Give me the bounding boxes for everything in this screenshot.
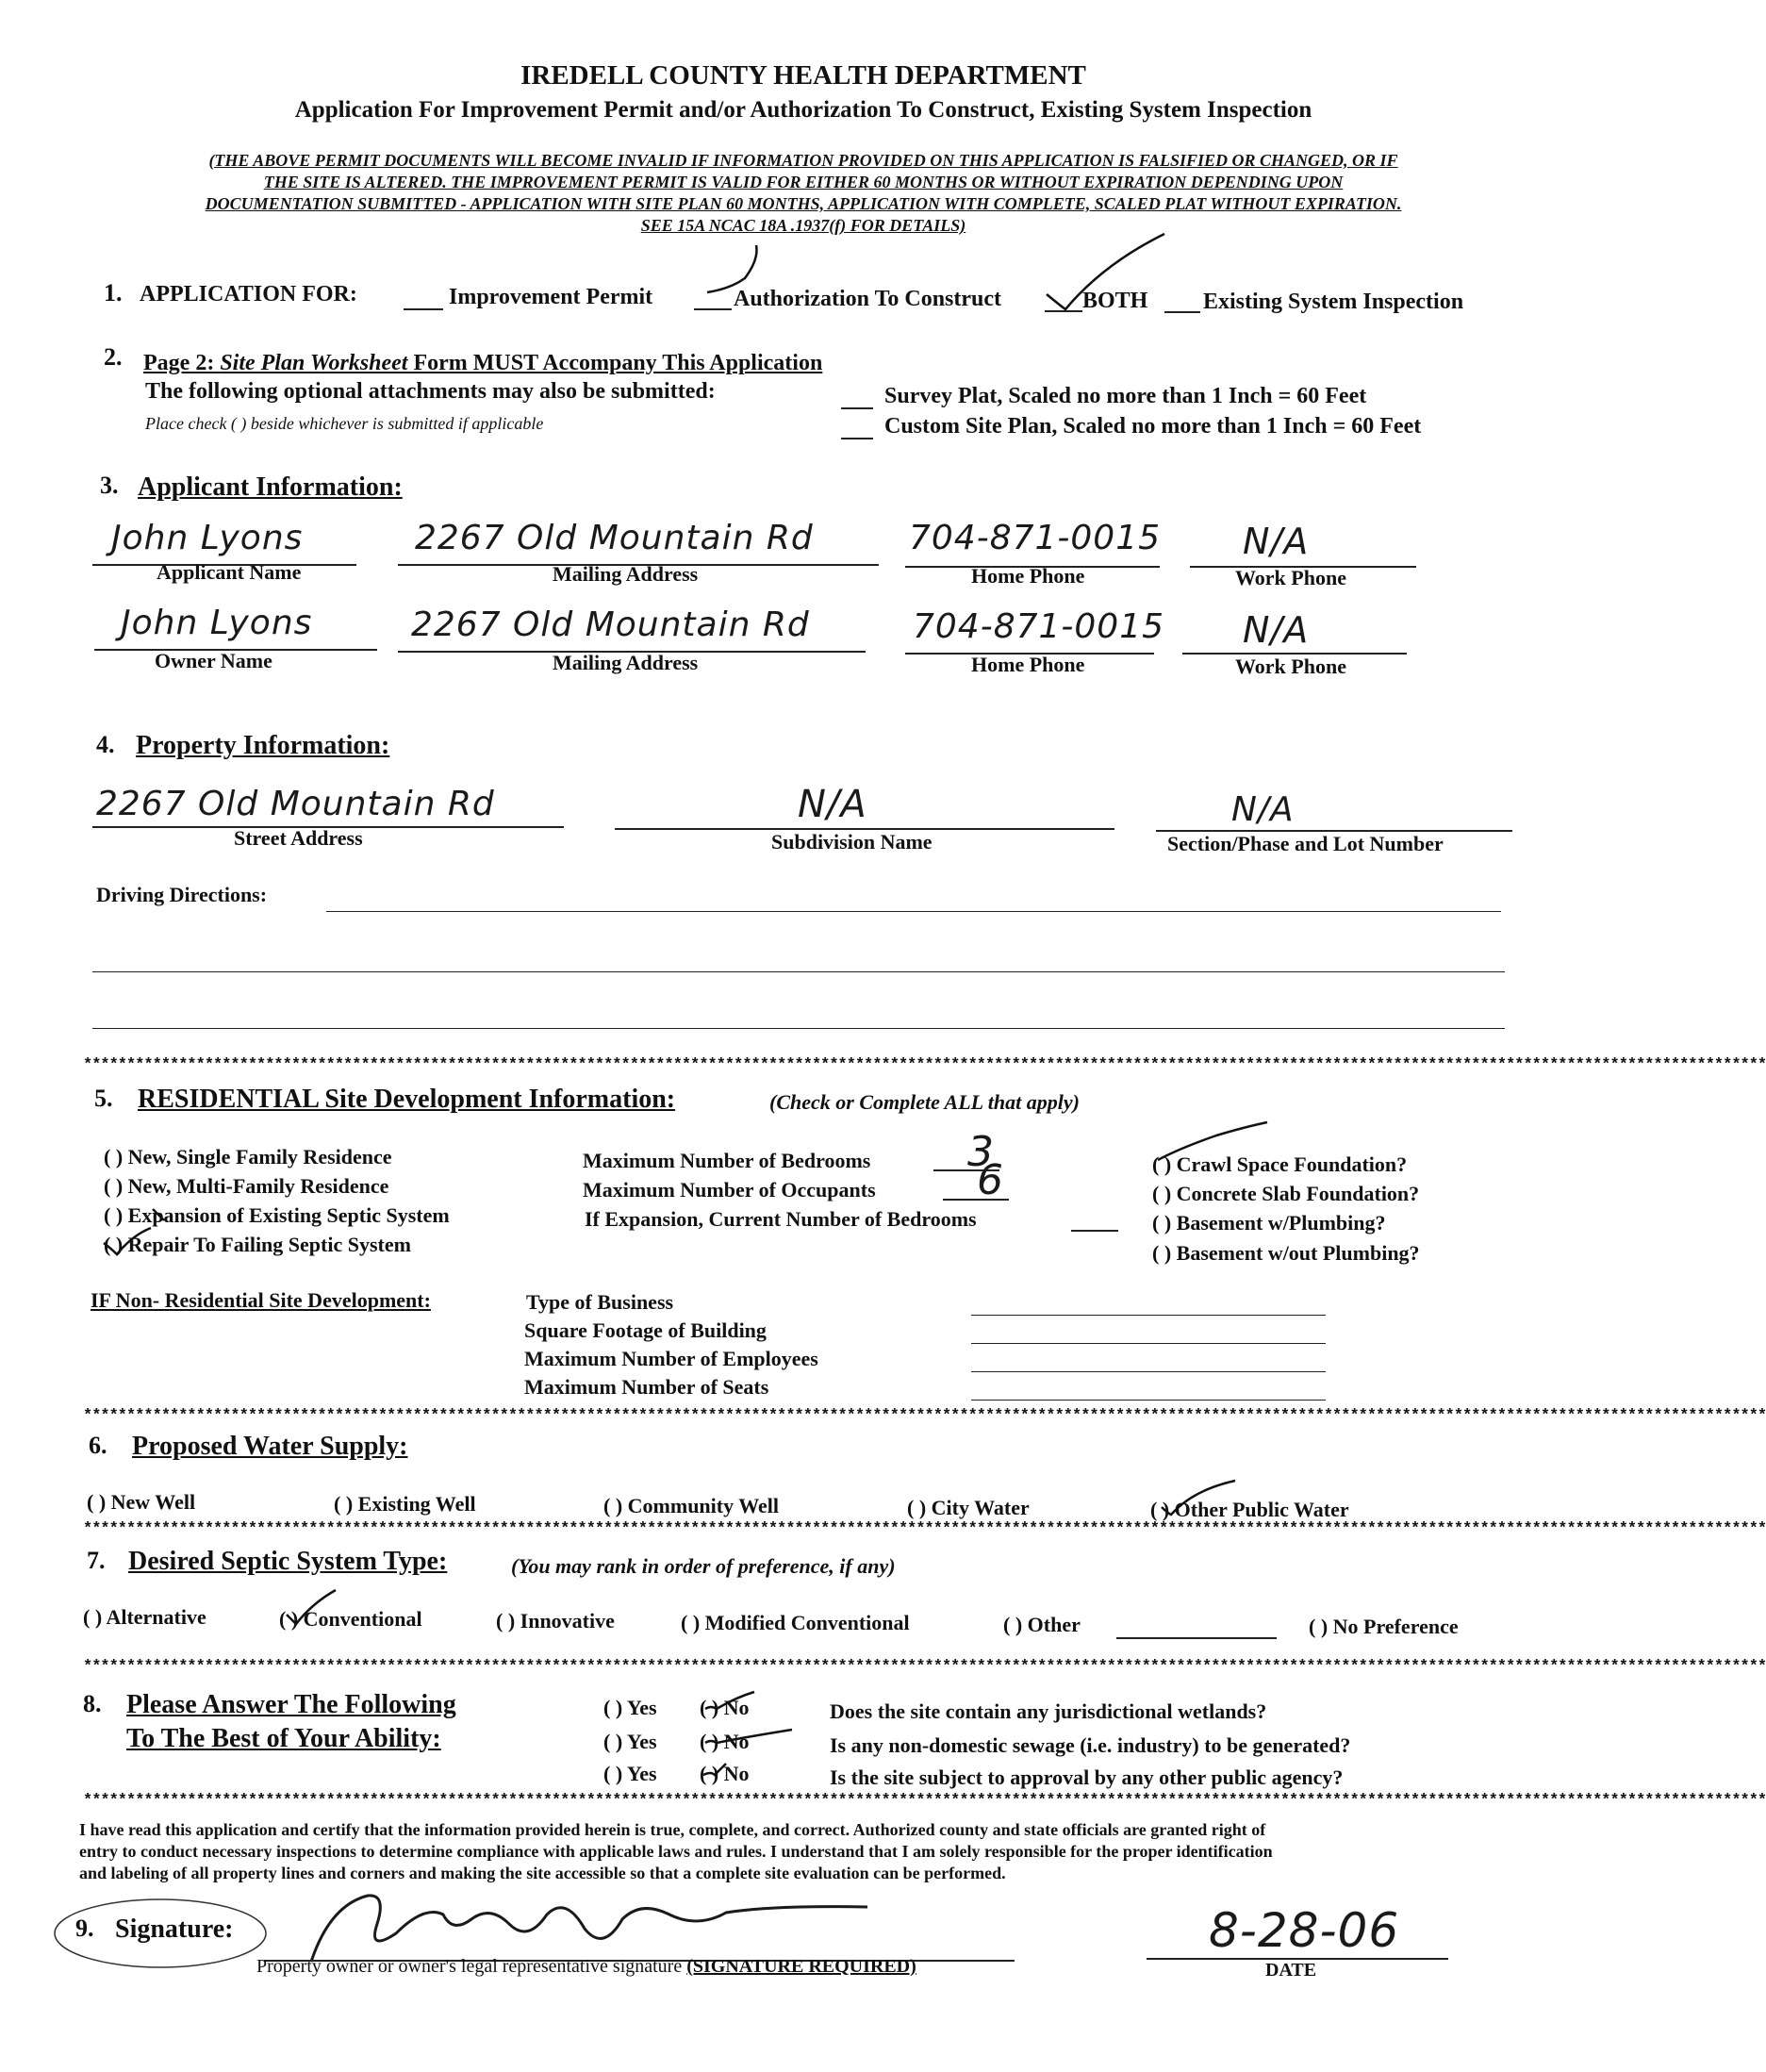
- signature-caption-text: Property owner or owner's legal representative signature: [256, 1956, 687, 1977]
- applicant-information-heading: Applicant Information:: [138, 472, 403, 502]
- repair-failing-septic-option[interactable]: ( ) Repair To Failing Septic System: [104, 1233, 411, 1256]
- street-address-label: Street Address: [234, 826, 363, 850]
- separator-stars-1: **************************************************************************************************************************************************************************************************: [83, 1056, 1766, 1074]
- type-of-business-label: Type of Business: [526, 1290, 674, 1314]
- no-preference-option[interactable]: ( ) No Preference: [1309, 1615, 1459, 1638]
- driving-directions-line-2[interactable]: [92, 971, 1505, 972]
- disclaimer-line-2: THE SITE IS ALTERED. THE IMPROVEMENT PERMIT IS VALID FOR EITHER 60 MONTHS OR WITHOUT EXPIRATION DEPENDING UPON: [263, 173, 1344, 191]
- basement-plumbing-option[interactable]: ( ) Basement w/Plumbing?: [1152, 1211, 1386, 1235]
- wetlands-no[interactable]: ( ) No: [700, 1696, 750, 1719]
- place-check-note: Place check ( ) beside whichever is submitted if applicable: [145, 414, 544, 433]
- signature-required-note: (SIGNATURE REQUIRED): [686, 1956, 916, 1977]
- section-lot-label: Section/Phase and Lot Number: [1167, 832, 1444, 855]
- residential-note: (Check or Complete ALL that apply): [769, 1090, 1080, 1114]
- checkmarks-section-5: [94, 1122, 1282, 1273]
- innovative-option[interactable]: ( ) Innovative: [496, 1609, 615, 1633]
- applicant-home-phone-label: Home Phone: [971, 564, 1085, 588]
- crawl-space-option[interactable]: ( ) Crawl Space Foundation?: [1152, 1152, 1408, 1176]
- max-employees-line[interactable]: [971, 1371, 1326, 1372]
- driving-directions-line-1[interactable]: [326, 911, 1501, 912]
- date-label: DATE: [1265, 1960, 1317, 1981]
- street-address-value[interactable]: 2267 Old Mountain Rd: [96, 785, 495, 823]
- separator-stars-5: **************************************************************************************************************************************************************************************************: [83, 1792, 1766, 1810]
- site-plan-heading-post: Form MUST Accompany This Application: [407, 351, 823, 375]
- date-value[interactable]: 8-28-06: [1209, 1903, 1400, 1958]
- other-septic-line[interactable]: [1116, 1637, 1277, 1639]
- signature-caption: [256, 1956, 916, 1978]
- subdivision-value[interactable]: N/A: [798, 783, 867, 826]
- existing-well-option[interactable]: ( ) Existing Well: [334, 1492, 476, 1516]
- new-multi-family-option[interactable]: ( ) New, Multi-Family Residence: [104, 1174, 389, 1198]
- applicant-name-label: Applicant Name: [157, 560, 302, 584]
- owner-home-phone-label: Home Phone: [971, 653, 1085, 676]
- section-5-number: 5.: [94, 1085, 113, 1112]
- current-bedrooms-label: If Expansion, Current Number of Bedrooms: [585, 1207, 977, 1231]
- separator-stars-2: **************************************************************************************************************************************************************************************************: [83, 1407, 1766, 1425]
- optional-attachments-text: The following optional attachments may also be submitted:: [145, 379, 716, 404]
- separator-stars-4: **************************************************************************************************************************************************************************************************: [83, 1658, 1766, 1676]
- certification-line-2: entry to conduct necessary inspections to determine compliance with applicable laws and rules. I understand that I am solely responsible for the proper identification: [79, 1842, 1273, 1861]
- wetlands-question: Does the site contain any jurisdictional wetlands?: [830, 1699, 1267, 1723]
- agency-no[interactable]: ( ) No: [700, 1762, 750, 1785]
- property-information-heading: Property Information:: [136, 731, 390, 760]
- applicant-name-value[interactable]: John Lyons: [111, 519, 304, 557]
- improvement-permit-option: Improvement Permit: [449, 285, 653, 309]
- survey-plat-option: Survey Plat, Scaled no more than 1 Inch = 60 Feet: [884, 384, 1367, 408]
- residential-heading: RESIDENTIAL Site Development Information:: [138, 1085, 676, 1114]
- separator-stars-3: **************************************************************************************************************************************************************************************************: [83, 1520, 1766, 1538]
- disclaimer-line-1: (THE ABOVE PERMIT DOCUMENTS WILL BECOME INVALID IF INFORMATION PROVIDED ON THIS APPLICATION IS FALSIFIED OR CHANGED, OR IF: [208, 151, 1398, 170]
- survey-plat-checkbox-line[interactable]: [841, 407, 873, 409]
- section-8-number: 8.: [83, 1690, 102, 1717]
- type-of-business-line[interactable]: [971, 1315, 1326, 1316]
- applicant-home-phone-value[interactable]: 704-871-0015: [909, 519, 1162, 557]
- septic-type-heading: Desired Septic System Type:: [128, 1547, 448, 1576]
- owner-mailing-label: Mailing Address: [553, 651, 699, 674]
- expansion-septic-option[interactable]: ( ) Expansion of Existing Septic System: [104, 1203, 450, 1227]
- signature-circle-mark: [47, 1891, 292, 1976]
- agency-question: Is the site subject to approval by any other public agency?: [830, 1765, 1344, 1789]
- alternative-option[interactable]: ( ) Alternative: [83, 1605, 206, 1629]
- max-seats-line[interactable]: [971, 1400, 1326, 1401]
- sewage-question: Is any non-domestic sewage (i.e. industry) to be generated?: [830, 1733, 1351, 1757]
- septic-type-note: (You may rank in order of preference, if any): [511, 1554, 896, 1578]
- site-plan-heading-pre: Page 2:: [143, 351, 221, 375]
- max-occupants-label: Maximum Number of Occupants: [583, 1178, 876, 1202]
- owner-name-label: Owner Name: [155, 649, 272, 672]
- max-employees-label: Maximum Number of Employees: [524, 1347, 818, 1370]
- non-residential-label: IF Non- Residential Site Development:: [91, 1288, 431, 1312]
- application-for-label: APPLICATION FOR:: [140, 282, 357, 307]
- new-well-option[interactable]: ( ) New Well: [87, 1490, 196, 1514]
- answer-following-heading-1: Please Answer The Following: [126, 1690, 456, 1719]
- other-septic-option[interactable]: ( ) Other: [1003, 1613, 1081, 1636]
- section-7-number: 7.: [87, 1547, 106, 1574]
- applicant-mailing-label: Mailing Address: [553, 562, 699, 586]
- driving-directions-label: Driving Directions:: [96, 883, 268, 906]
- site-plan-requirement: [143, 351, 822, 376]
- disclaimer-line-3: DOCUMENTATION SUBMITTED - APPLICATION WITH SITE PLAN 60 MONTHS, APPLICATION WITH COMPLETE, SCALED PLAT WITHOUT EXPIRATION.: [205, 194, 1402, 213]
- applicant-work-phone-label: Work Phone: [1235, 566, 1346, 589]
- basement-no-plumbing-option[interactable]: ( ) Basement w/out Plumbing?: [1152, 1241, 1420, 1265]
- owner-name-value[interactable]: John Lyons: [121, 604, 313, 642]
- community-well-option[interactable]: ( ) Community Well: [603, 1494, 779, 1517]
- conventional-option[interactable]: ( ) Conventional: [279, 1607, 422, 1631]
- owner-home-phone-value[interactable]: 704-871-0015: [913, 607, 1165, 646]
- section-1-number: 1.: [104, 279, 123, 307]
- site-plan-heading-italic: Site Plan Worksheet: [220, 351, 408, 375]
- applicant-address-value[interactable]: 2267 Old Mountain Rd: [415, 519, 814, 557]
- section-6-number: 6.: [89, 1432, 107, 1459]
- max-occupants-value[interactable]: 6: [977, 1156, 1004, 1204]
- checkmark-other-public-water: [1150, 1471, 1263, 1518]
- sewage-no[interactable]: ( ) No: [700, 1730, 750, 1753]
- document-title: IREDELL COUNTY HEALTH DEPARTMENT: [520, 60, 1086, 91]
- certification-line-1: I have read this application and certify that the information provided herein is true, complete, and correct. Authorized county and state officials are granted right of: [79, 1820, 1266, 1839]
- max-bedrooms-value[interactable]: 3: [967, 1128, 995, 1176]
- existing-system-inspection-option: Existing System Inspection: [1203, 290, 1464, 314]
- signature-label: Signature:: [115, 1915, 234, 1944]
- owner-address-value[interactable]: 2267 Old Mountain Rd: [411, 605, 810, 644]
- square-footage-label: Square Footage of Building: [524, 1318, 767, 1342]
- section-2-number: 2.: [104, 343, 123, 371]
- owner-work-phone-label: Work Phone: [1235, 655, 1346, 678]
- checkmark-conventional: [279, 1584, 364, 1632]
- section-lot-value[interactable]: N/A: [1231, 790, 1295, 829]
- answer-following-heading-2: To The Best of Your Ability:: [126, 1724, 441, 1753]
- max-seats-label: Maximum Number of Seats: [524, 1375, 769, 1399]
- sewage-yes[interactable]: ( ) Yes: [603, 1730, 657, 1753]
- section-4-number: 4.: [96, 731, 115, 758]
- document-subtitle: Application For Improvement Permit and/or Authorization To Construct, Existing System Inspection: [294, 97, 1312, 123]
- custom-site-plan-option: Custom Site Plan, Scaled no more than 1 Inch = 60 Feet: [884, 414, 1422, 439]
- section-9-number: 9.: [75, 1915, 94, 1942]
- improvement-permit-checkbox-line[interactable]: [404, 308, 443, 310]
- owner-work-phone-value[interactable]: N/A: [1243, 609, 1310, 651]
- new-single-family-option[interactable]: ( ) New, Single Family Residence: [104, 1145, 392, 1169]
- subdivision-label: Subdivision Name: [771, 830, 933, 854]
- max-bedrooms-label: Maximum Number of Bedrooms: [583, 1149, 871, 1172]
- city-water-option[interactable]: ( ) City Water: [907, 1496, 1030, 1519]
- wetlands-yes[interactable]: ( ) Yes: [603, 1696, 657, 1719]
- concrete-slab-option[interactable]: ( ) Concrete Slab Foundation?: [1152, 1182, 1420, 1205]
- water-supply-heading: Proposed Water Supply:: [132, 1432, 408, 1461]
- authorization-to-construct-option: Authorization To Construct: [734, 287, 1002, 311]
- checkmarks-section-1: [688, 226, 1179, 321]
- modified-conventional-option[interactable]: ( ) Modified Conventional: [681, 1611, 910, 1634]
- section-3-number: 3.: [100, 472, 119, 499]
- other-public-water-option[interactable]: ( ) Other Public Water: [1150, 1498, 1349, 1521]
- both-option: BOTH: [1082, 289, 1148, 313]
- custom-site-plan-checkbox-line[interactable]: [841, 438, 873, 439]
- driving-directions-line-3[interactable]: [92, 1028, 1505, 1029]
- certification-line-3: and labeling of all property lines and corners and making the site accessible so that a complete site evaluation can be performed.: [79, 1864, 1006, 1882]
- applicant-work-phone-value[interactable]: N/A: [1243, 521, 1310, 562]
- agency-yes[interactable]: ( ) Yes: [603, 1762, 657, 1785]
- square-footage-line[interactable]: [971, 1343, 1326, 1344]
- checkmarks-section-8: [698, 1688, 801, 1801]
- disclaimer-line-4: SEE 15A NCAC 18A .1937(f) FOR DETAILS): [640, 216, 966, 235]
